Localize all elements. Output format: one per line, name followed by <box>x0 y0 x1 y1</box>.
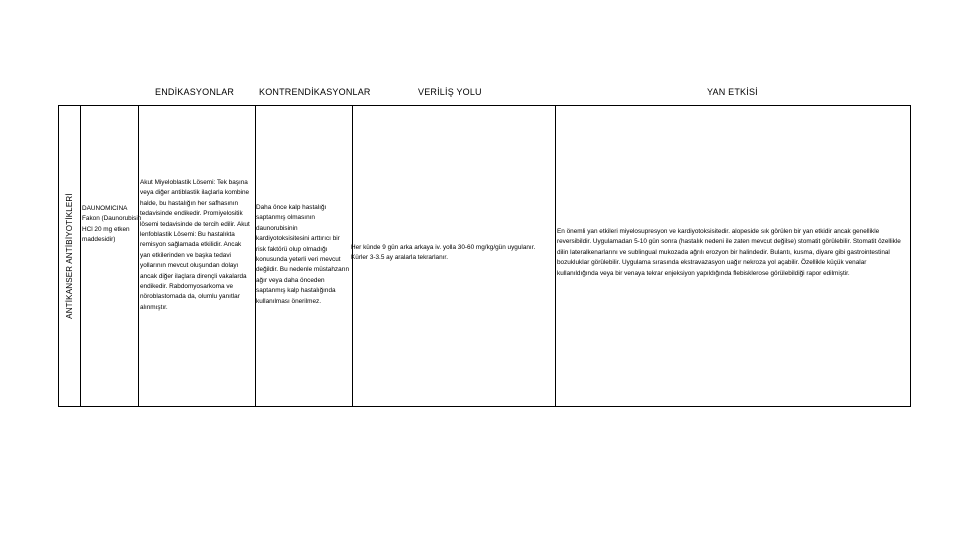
side-label-cell <box>59 106 81 407</box>
endikasyon-cell <box>139 106 256 407</box>
drug-cell <box>81 106 142 407</box>
drug-name: DAUNOMICINA Fakon (Daunorubisin HCl 20 mg etken maddesidir) <box>82 205 142 244</box>
endikasyon-text: Akut Miyeloblastik Lösemi: Tek başına veya diğer antiblastik ilaçlarla kombine halde, bu hastalığın her safhasının tedavisinde endikedir. Promiyelositik lösemi tedavisinde de tercih edilir. Akut lenfoblastik Lösemi: Bu hastalıkta remisyon sağlamada etkilidir. Ancak yan etkilerinden ve başka tedavi yollarının mevcut oluşundan dolayı ancak diğer ilaçlara dirençli vakalarda endikedir. Rabdomyosarkoma ve nöroblastomada da, olumlu yanıtlar alınmıştır. <box>140 179 250 311</box>
side-label: ANTİKANSER ANTİBİYOTİKLERİ <box>64 193 74 319</box>
header-kontrendikasyonlar: KONTRENDİKASYONLAR <box>259 87 371 97</box>
drug-table <box>58 105 911 407</box>
header-yan-etkisi: YAN ETKİSİ <box>707 87 758 97</box>
header-endikasyonlar: ENDİKASYONLAR <box>155 87 235 97</box>
header-verilis-yolu: VERİLİŞ YOLU <box>418 87 482 97</box>
verilis-yolu-text: Her künde 9 gün arka arkaya iv. yolla 30-60 mg/kg/gün uygulanır. Kürler 3-3.5 ay aralarla tekrarlanır. <box>351 244 536 262</box>
yan-etkisi-text: En önemli yan etkileri miyelosupresyon ve kardiyotoksisitedir. alopeside sık görülen bir yan etkidir ancak genellikle reversibildir. Uygulamadan 5-10 gün sonra (hastalık nedeni ile zaten mevcut değilse) stomatit görülebilir. Stomatit özellikle dilin lateralkenarlarını ve sublingual mukozada ağrılı erozyon bir halindedir. Bulantı, kusma, diyare gibi gastrointestinal bozukluklar görülebilir. Uygulama sırasında ekstravazasyon uağır nekroza yol açabilir. Özellikle küçük venalar kullanıldığında veya bir venaya tekrar enjeksiyon yapıldığında flebisklerose görülebildiği rapor edilmiştir. <box>557 228 901 277</box>
verilis-yolu-cell <box>353 106 556 407</box>
kontrendikasyon-text: Daha önce kalp hastalığı saptanmış olmasının daunorubisinin kardiyotoksisitesini arttırıcı bir risk faktörü olup olmadığı konusunda yeterli veri mevcut değildir. Bu nedenle müstahzarın ağır veya daha önceden saptanmış kalp hastalığında kullanılması önerilmez. <box>256 204 350 305</box>
kontrendikasyon-cell <box>256 106 353 407</box>
table-row <box>59 106 911 407</box>
yan-etkisi-cell <box>556 106 911 407</box>
